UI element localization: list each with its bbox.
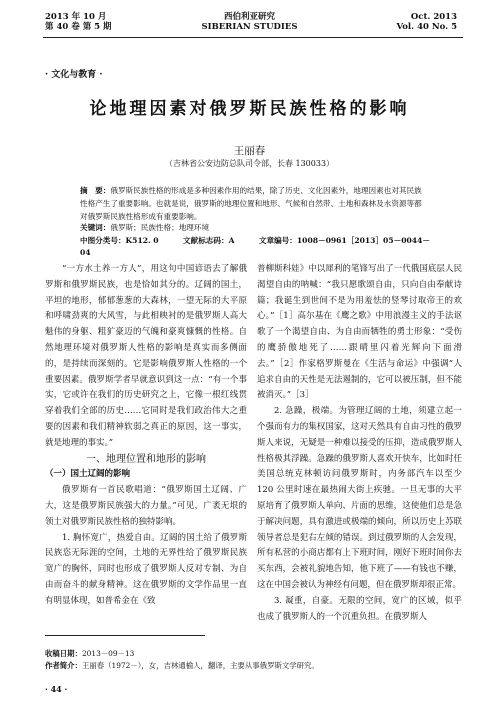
body-column-left xyxy=(45,262,247,610)
page-number: · 44 · xyxy=(45,684,68,694)
author-bio xyxy=(45,660,465,672)
issue-date-en: Oct. 2013 xyxy=(410,12,457,22)
received-value: 2013－09－13 xyxy=(81,649,135,658)
body-column-right xyxy=(257,262,462,625)
subsection-heading: （一）国土辽阔的影响 xyxy=(45,469,131,480)
header-rule xyxy=(43,37,463,38)
issue-info-en xyxy=(396,12,457,32)
received-date xyxy=(45,648,465,660)
paragraph: 俄罗斯有一首民歌唱道：“俄罗斯国土辽阔、广大，这是俄罗斯民族强大的力量。”可见，广袤无垠的领土对俄罗斯民族性格的独特影响。 xyxy=(45,485,247,527)
issue-date: 2013 年 10 月 xyxy=(45,12,107,22)
article-number: 文章编号：1008－0961［2013］05－0044－04 xyxy=(80,236,430,257)
journal-name-en: SIBERIAN STUDIES xyxy=(201,22,298,32)
article-title: 论地理因素对俄罗斯民族性格的影响 xyxy=(89,99,410,119)
issue-volume-en: Vol. 40 No. 5 xyxy=(396,22,457,32)
classification-line xyxy=(80,235,440,259)
paragraph: 1. 胸怀宽广，热爱自由。辽阔的国土给了俄罗斯民族恣无际涯的空间，土地的无界性给了俄罗斯民族宽广的胸怀，同时也形成了俄罗斯人反对专制、为自由而奋斗的献身精神。这在俄罗斯的文学作品里一直有明显体现，如普希金在《致 xyxy=(45,532,247,606)
section-label: · 文化与教育 · xyxy=(45,70,103,80)
keywords xyxy=(80,222,425,234)
document-code: 文献标志码：A xyxy=(183,236,235,245)
clc-number: 中图分类号：K512. 0 xyxy=(80,236,159,245)
keywords-label: 关键词： xyxy=(80,223,111,232)
footnote-rule xyxy=(45,635,205,636)
section-heading: 一、地理位置和地形的影响 xyxy=(86,453,206,465)
paragraph: “一方水土养一方人”，用这句中国谚语去了解俄罗斯和俄罗斯民族，也是恰如其分的。辽阔的国土，平坦的地形，郁郁葱葱的大森林，一望无际的大平原和呼啸劲爽的大风雪，与此相映衬的是俄罗斯人高大魁伟的身躯、粗犷豪迈的气魄和豪爽慷慨的性格。自然地理环境对俄罗斯人性格的影响是真实而多侧面的，是持续而深刻的。它是影响俄罗斯人性格的一个重要因素。俄罗斯学者早就意识到这一点：“有一个事实，它或许在我们的历史研究之上，它像一根红线贯穿着我们全部的历史……它同时是我们政治伟大之重要的因素和我们精神软弱之真正的原因，这一事实，就是地理的事实。” xyxy=(45,264,247,448)
paragraph: 普柳斯科娃》中以犀利的笔锋写出了一代俄国底层人民渴望自由的呐喊：“我只愿歌颂自由，只向自由奉献诗篇；我诞生到世间不是为用羞怯的竖琴讨取帝王的欢心。”［1］高尔基在《鹰之歌》中用浪漫主义的手法讴歌了一个渴望自由、为自由而牺牲的勇士形象：“受伤的鹰骄傲地死了……跟晴里闪着光辉向下面滑去。”［2］作家格罗斯曼在《生活与命运》中强调“人追求自由的天性是无法遏制的，它可以被压制，但不能被消灭。”［3］ xyxy=(257,264,462,401)
paragraph: 2. 急躁，极端。为管理辽阔的土地，须建立起一个强而有力的集权国家，这对天然具有自由习性的俄罗斯人来说，无疑是一种难以接受的压抑，造成俄罗斯人性格极其浮躁。急躁的俄罗斯人喜欢开快车，比如时任美国总统克林顿访问俄罗斯时，内务部汽车以至少 120 公里时速在最热闹大街上疾驰。一旦无事的大平原培育了俄罗斯人单向、片面的思维，这使他们总是急于解决问题，具有激进或极端的倾向，所以历史上苏联领导者总是犯右左倾的错误。到过俄罗斯的人会发现，所有私营的小商店都有上下班时间，刚好下班时间你去买东西，会被礼貌地告知，他下班了——有钱也不赚，这在中国会被认为神经有问题，但在俄罗斯却很正常。 xyxy=(257,406,462,590)
abstract xyxy=(80,184,425,223)
author-bio-label: 作者简介： xyxy=(45,661,82,670)
author-bio-text: 王丽春（1972－），女，吉林通榆人，翻译，主要从事俄罗斯文学研究。 xyxy=(81,661,319,670)
footnotes xyxy=(45,648,465,672)
keywords-text: 俄罗斯；民族性格；地理环境 xyxy=(110,223,210,232)
journal-name-cn: 西伯利亚研究 xyxy=(223,12,275,22)
abstract-label: 摘 要： xyxy=(80,186,111,195)
author-name: 王丽春 xyxy=(233,145,266,157)
issue-volume: 第 40 卷 第 5 期 xyxy=(45,22,112,32)
abstract-text: 俄罗斯民族性格的形成是多种因素作用的结果，除了历史、文化因素外，地理因素也对其民族性格产生了重要影响。也就是说，俄罗斯的地理位置和地形、气候和自然带、土地和森林及水资源等都对俄罗斯民族性格形成有重要影响。 xyxy=(80,186,422,221)
received-label: 收稿日期： xyxy=(45,649,82,658)
paragraph: 3. 凝重，自豪。无限的空间，宽广的区域，似乎也成了俄罗斯人的一个沉重负担。在俄罗斯人 xyxy=(257,595,462,622)
author-affiliation: （吉林省公安边防总队司令部，长春 130033） xyxy=(164,159,335,168)
